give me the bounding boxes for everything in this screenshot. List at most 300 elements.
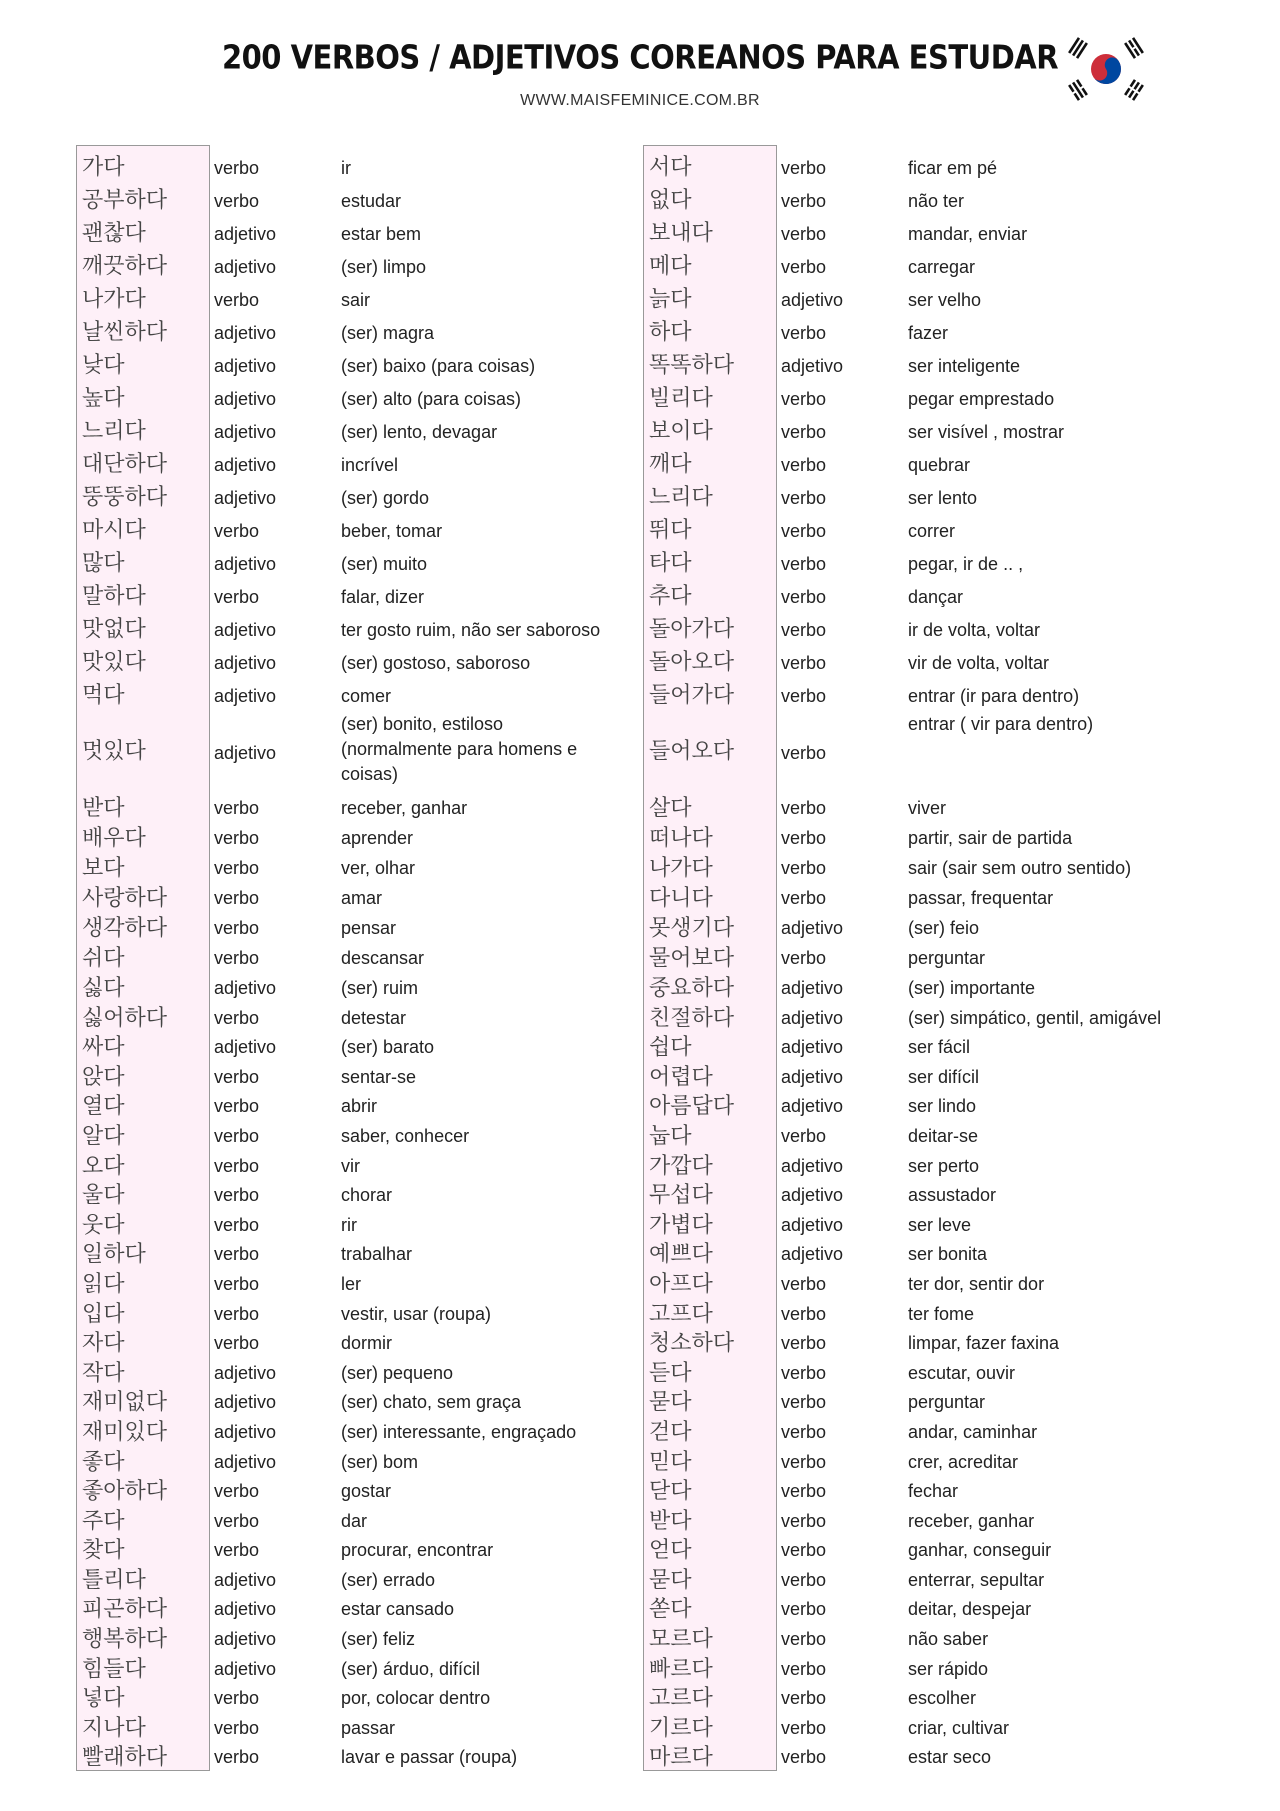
word-type: verbo: [781, 1540, 827, 1561]
word-type: verbo: [214, 948, 260, 968]
word-type: adjetivo: [214, 1658, 277, 1679]
vocab-row: [76, 244, 636, 277]
word-type: verbo: [214, 858, 260, 878]
vocab-row: [643, 1116, 1203, 1149]
portuguese-translation: ser visível , mostrar: [908, 422, 1065, 442]
word-type: verbo: [214, 798, 260, 818]
word-type: verbo: [781, 1510, 827, 1531]
word-type: verbo: [214, 158, 260, 178]
vocab-row: [643, 1471, 1203, 1505]
portuguese-translation: detestar: [341, 1007, 407, 1028]
vocab-row: [76, 1294, 636, 1327]
word-type: verbo: [781, 323, 827, 343]
vocab-row: [643, 878, 1203, 911]
vocab-row: [643, 1086, 1203, 1120]
portuguese-translation: sair (sair sem outro sentido): [908, 858, 1132, 878]
korean-word: 작다: [82, 1360, 125, 1386]
vocab-row: [76, 1619, 636, 1653]
portuguese-translation: deitar, despejar: [908, 1599, 1032, 1620]
portuguese-translation: fazer: [908, 323, 949, 343]
vocab-row: [643, 1708, 1203, 1741]
portuguese-translation: incrível: [341, 455, 399, 475]
vocab-row: [76, 145, 636, 178]
vocab-row: [643, 1737, 1203, 1771]
vocab-row: [76, 1116, 636, 1149]
portuguese-translation: (ser) chato, sem graça: [341, 1392, 522, 1413]
word-type: verbo: [781, 1421, 827, 1442]
vocab-row: [643, 1146, 1203, 1179]
word-type: adjetivo: [781, 290, 844, 310]
korean-word: 높다: [82, 386, 125, 411]
vocab-row: [643, 1619, 1203, 1653]
korean-word: 타다: [649, 551, 692, 576]
vocab-row: [643, 1264, 1203, 1297]
word-type: adjetivo: [214, 422, 277, 442]
word-type: verbo: [781, 1125, 827, 1146]
vocab-row: [76, 1353, 636, 1386]
vocab-row: [76, 908, 636, 941]
portuguese-translation: perguntar: [908, 1392, 986, 1413]
korean-word: 돌아오다: [649, 650, 735, 675]
word-type: adjetivo: [214, 257, 277, 277]
portuguese-translation: mandar, enviar: [908, 224, 1028, 244]
portuguese-translation: ser rápido: [908, 1658, 989, 1679]
korean-word: 생각하다: [82, 916, 168, 941]
korean-word: 날씬하다: [82, 320, 168, 345]
korean-word: 싫다: [82, 976, 125, 1001]
korean-word: 낮다: [82, 353, 125, 378]
vocab-row: [643, 211, 1203, 244]
portuguese-translation: pensar: [341, 918, 397, 938]
korean-word: 입다: [82, 1301, 125, 1327]
vocab-row: [76, 1057, 636, 1090]
vocab-row: [643, 938, 1203, 971]
vocab-row: [76, 310, 636, 343]
korean-word: 빌리다: [649, 386, 713, 411]
portuguese-translation: (ser) magra: [341, 323, 435, 343]
word-type: verbo: [214, 1688, 260, 1709]
korean-word: 울다: [82, 1183, 125, 1209]
korean-word: 살다: [649, 796, 692, 821]
korean-word: 눕다: [649, 1123, 692, 1149]
korean-word: 듣다: [649, 1360, 692, 1386]
korean-word: 예쁘다: [649, 1242, 713, 1268]
word-type: verbo: [214, 1185, 260, 1206]
portuguese-translation: procurar, encontrar: [341, 1540, 494, 1561]
korean-word: 느리다: [649, 485, 713, 510]
portuguese-translation: rir: [341, 1214, 357, 1235]
korean-word: 느리다: [82, 419, 146, 444]
korean-word: 재미없다: [82, 1390, 168, 1416]
portuguese-translation: receber, ganhar: [341, 798, 468, 818]
portuguese-translation: andar, caminhar: [908, 1421, 1038, 1442]
word-type: verbo: [214, 1303, 260, 1324]
vocab-row: [643, 1589, 1203, 1623]
word-type: adjetivo: [214, 1362, 277, 1383]
korean-word: 빨래하다: [82, 1745, 168, 1771]
vocab-row: [76, 1146, 636, 1179]
korean-word: 깨다: [649, 452, 692, 477]
korean-word: 돌아가다: [649, 617, 735, 642]
vocab-row: [643, 848, 1203, 881]
korean-word: 모르다: [649, 1627, 713, 1653]
vocab-row: [643, 442, 1203, 475]
word-type: verbo: [781, 620, 827, 640]
portuguese-translation: ir: [341, 158, 351, 178]
korean-word: 떠나다: [649, 826, 713, 851]
word-type: verbo: [781, 1629, 827, 1650]
vocab-row: [76, 1708, 636, 1741]
word-type: verbo: [781, 191, 827, 211]
portuguese-translation: (ser) interessante, engraçado: [341, 1421, 577, 1442]
korean-word: 어렵다: [649, 1064, 713, 1090]
word-type: adjetivo: [214, 1451, 277, 1472]
korean-word: 찾다: [82, 1538, 125, 1564]
korean-word: 물어보다: [649, 946, 735, 971]
vocab-row: [643, 244, 1203, 277]
word-type: adjetivo: [781, 1007, 844, 1028]
word-type: adjetivo: [214, 455, 277, 475]
word-type: verbo: [781, 798, 827, 818]
portuguese-translation: (ser) gordo: [341, 488, 430, 508]
portuguese-translation: (ser) barato: [341, 1037, 435, 1058]
word-type: verbo: [781, 1333, 827, 1354]
website-url: WWW.MAISFEMINICE.COM.BR: [520, 92, 760, 109]
word-type: verbo: [781, 455, 827, 475]
word-type: adjetivo: [781, 1155, 844, 1176]
vocab-row: [643, 574, 1203, 607]
korean-word: 닫다: [649, 1479, 692, 1505]
portuguese-translation: carregar: [908, 257, 976, 277]
vocab-row: [76, 1412, 636, 1445]
korean-word: 뚱뚱하다: [82, 485, 168, 510]
portuguese-translation: (ser) alto (para coisas): [341, 389, 522, 409]
portuguese-translation: ler: [341, 1273, 362, 1294]
portuguese-translation: ir de volta, voltar: [908, 620, 1041, 640]
portuguese-translation: (ser) pequeno: [341, 1362, 454, 1383]
vocab-row: [76, 1649, 636, 1682]
korean-word: 마르다: [649, 1745, 713, 1771]
word-type: verbo: [781, 587, 827, 607]
vocab-row: [643, 818, 1203, 851]
portuguese-translation: não ter: [908, 191, 965, 211]
korean-word: 넣다: [82, 1686, 125, 1712]
word-type: verbo: [214, 1747, 260, 1768]
vocab-row: [643, 1294, 1203, 1327]
vocab-row: [76, 277, 636, 310]
korean-word: 맛있다: [82, 650, 146, 675]
word-type: verbo: [781, 1747, 827, 1768]
word-type: adjetivo: [214, 1569, 277, 1590]
word-type: adjetivo: [214, 1629, 277, 1650]
korean-word: 서다: [649, 155, 692, 180]
vocab-row: [643, 1323, 1203, 1357]
portuguese-translation: estar cansado: [341, 1599, 455, 1620]
portuguese-translation: perguntar: [908, 948, 986, 968]
word-type: verbo: [214, 1273, 260, 1294]
vocab-row: [643, 1175, 1203, 1209]
portuguese-translation: sair: [341, 290, 371, 310]
vocab-row: [76, 409, 636, 442]
portuguese-translation: (ser) simpático, gentil, amigável: [908, 1007, 1162, 1028]
korean-word: 들어가다: [649, 683, 735, 708]
korean-word: 청소하다: [649, 1331, 735, 1357]
vocab-row: [76, 442, 636, 475]
korean-word: 묻다: [649, 1567, 692, 1593]
korean-word: 싫어하다: [82, 1005, 168, 1031]
portuguese-translation: entrar (ir para dentro): [908, 686, 1080, 706]
portuguese-translation: receber, ganhar: [908, 1510, 1035, 1531]
korean-word: 열다: [82, 1094, 125, 1120]
korean-word: 보내다: [649, 221, 713, 246]
word-type: verbo: [214, 1155, 260, 1176]
vocab-row: [643, 145, 1203, 178]
korean-word: 무섭다: [649, 1183, 713, 1209]
word-type: verbo: [781, 224, 827, 244]
word-type: verbo: [781, 948, 827, 968]
word-type: adjetivo: [214, 323, 277, 343]
korean-word: 가깝다: [649, 1153, 713, 1179]
korean-word: 대단하다: [82, 452, 168, 477]
korean-word: 뛰다: [649, 518, 692, 543]
portuguese-translation: estudar: [341, 191, 402, 211]
vocab-row: [643, 343, 1203, 376]
korean-word: 웃다: [82, 1212, 125, 1238]
vocab-row: [643, 998, 1203, 1031]
word-type: verbo: [214, 191, 260, 211]
korean-word: 공부하다: [82, 188, 168, 213]
korean-word: 아프다: [649, 1271, 713, 1297]
korean-word: 없다: [649, 188, 692, 213]
word-type: verbo: [781, 257, 827, 277]
word-type: verbo: [781, 686, 827, 706]
korean-word: 받다: [82, 796, 125, 821]
portuguese-translation: não saber: [908, 1629, 989, 1650]
vocab-row: [76, 998, 636, 1031]
portuguese-translation: por, colocar dentro: [341, 1688, 491, 1709]
portuguese-translation: lavar e passar (roupa): [341, 1747, 518, 1768]
vocab-row: [643, 607, 1203, 640]
korean-word: 받다: [649, 1508, 692, 1534]
vocab-row: [76, 968, 636, 1001]
vocab-row: [643, 1412, 1203, 1445]
vocab-row: [76, 1027, 636, 1061]
korean-word: 늙다: [649, 287, 692, 312]
word-type: verbo: [781, 1658, 827, 1679]
portuguese-translation: ser perto: [908, 1155, 980, 1176]
vocab-row: [76, 848, 636, 881]
portuguese-translation: escutar, ouvir: [908, 1362, 1016, 1383]
portuguese-translation: entrar ( vir para dentro): [908, 714, 1094, 734]
korean-word: 깨끗하다: [82, 254, 168, 279]
vocab-row: [643, 277, 1203, 310]
word-type: verbo: [781, 888, 827, 908]
portuguese-translation: limpar, fazer faxina: [908, 1333, 1060, 1354]
korean-word: 먹다: [82, 683, 125, 708]
portuguese-translation: viver: [908, 798, 947, 818]
vocab-row: [76, 640, 636, 673]
word-type: verbo: [781, 1688, 827, 1709]
vocab-row: [76, 211, 636, 244]
vocab-row: [76, 818, 636, 851]
vocab-row: [76, 706, 636, 788]
portuguese-translation: pegar, ir de .. ,: [908, 554, 1024, 574]
portuguese-translation: enterrar, sepultar: [908, 1569, 1045, 1590]
korean-word: 배우다: [82, 826, 146, 851]
portuguese-translation: gostar: [341, 1481, 392, 1502]
word-type: verbo: [781, 1717, 827, 1738]
korean-word: 사랑하다: [82, 886, 168, 911]
south-korea-flag-icon: [1062, 36, 1150, 102]
word-type: verbo: [214, 918, 260, 938]
word-type: verbo: [781, 158, 827, 178]
word-type: adjetivo: [781, 1037, 844, 1058]
word-type: verbo: [781, 521, 827, 541]
portuguese-translation: quebrar: [908, 455, 971, 475]
korean-word: 맛없다: [82, 617, 146, 642]
vocab-row: [643, 1234, 1203, 1268]
portuguese-translation: (ser) bonito, estiloso (normalmente para homens e coisas): [341, 714, 578, 784]
word-type: verbo: [781, 389, 827, 409]
korean-word: 읽다: [82, 1271, 125, 1297]
vocab-row: [643, 1057, 1203, 1090]
vocab-row: [76, 1678, 636, 1712]
word-type: verbo: [214, 1540, 260, 1561]
korean-word: 행복하다: [82, 1627, 168, 1653]
word-type: verbo: [214, 1333, 260, 1354]
korean-word: 보이다: [649, 419, 713, 444]
word-type: verbo: [781, 554, 827, 574]
korean-word: 멋있다: [82, 739, 146, 764]
word-type: adjetivo: [781, 918, 844, 938]
korean-word: 말하다: [82, 584, 146, 609]
korean-word: 나가다: [82, 287, 146, 312]
vocab-row: [76, 1086, 636, 1120]
word-type: verbo: [214, 1717, 260, 1738]
korean-word: 믿다: [649, 1449, 692, 1475]
vocab-row: [76, 1234, 636, 1268]
korean-word: 묻다: [649, 1390, 692, 1416]
portuguese-translation: ganhar, conseguir: [908, 1540, 1052, 1561]
portuguese-translation: vir de volta, voltar: [908, 653, 1050, 673]
word-type: verbo: [214, 1066, 260, 1087]
vocab-row: [643, 1530, 1203, 1564]
portuguese-translation: ser bonita: [908, 1244, 988, 1265]
portuguese-translation: ter gosto ruim, não ser saboroso: [341, 620, 601, 640]
portuguese-translation: ver, olhar: [341, 858, 416, 878]
vocab-row: [76, 1530, 636, 1564]
vocab-row: [643, 1353, 1203, 1386]
vocab-row: [643, 475, 1203, 508]
korean-word: 지나다: [82, 1715, 146, 1741]
word-type: adjetivo: [214, 1599, 277, 1620]
vocab-row: [76, 1264, 636, 1297]
korean-word: 오다: [82, 1153, 125, 1179]
word-type: verbo: [214, 290, 260, 310]
portuguese-translation: crer, acreditar: [908, 1451, 1019, 1472]
vocab-row: [76, 1442, 636, 1475]
portuguese-translation: pegar emprestado: [908, 389, 1055, 409]
portuguese-translation: ser velho: [908, 290, 982, 310]
left-vocab-list: [76, 145, 636, 1771]
portuguese-translation: abrir: [341, 1096, 378, 1117]
word-type: adjetivo: [781, 978, 844, 998]
vocab-row: [643, 673, 1203, 706]
portuguese-translation: fechar: [908, 1481, 959, 1502]
word-type: adjetivo: [781, 1244, 844, 1265]
portuguese-translation: dançar: [908, 587, 964, 607]
portuguese-translation: (ser) muito: [341, 554, 428, 574]
portuguese-translation: chorar: [341, 1185, 393, 1206]
word-type: verbo: [214, 1481, 260, 1502]
vocab-row: [643, 1205, 1203, 1238]
word-type: verbo: [214, 1214, 260, 1235]
vocab-row: [76, 1175, 636, 1209]
word-type: adjetivo: [214, 1392, 277, 1413]
vocab-row: [643, 1560, 1203, 1593]
korean-word: 마시다: [82, 518, 146, 543]
word-type: verbo: [214, 888, 260, 908]
vocab-row: [643, 706, 1203, 788]
korean-word: 고프다: [649, 1301, 713, 1327]
korean-word: 빠르다: [649, 1656, 713, 1682]
portuguese-translation: passar, frequentar: [908, 888, 1054, 908]
portuguese-translation: falar, dizer: [341, 587, 425, 607]
portuguese-translation: dar: [341, 1510, 368, 1531]
portuguese-translation: assustador: [908, 1185, 997, 1206]
vocab-row: [76, 541, 636, 574]
portuguese-translation: ser lento: [908, 488, 978, 508]
portuguese-translation: (ser) lento, devagar: [341, 422, 498, 442]
word-type: adjetivo: [781, 1096, 844, 1117]
vocab-row: [643, 508, 1203, 541]
word-type: verbo: [214, 1125, 260, 1146]
vocab-row: [643, 1649, 1203, 1682]
korean-word: 추다: [649, 584, 692, 609]
portuguese-translation: correr: [908, 521, 956, 541]
vocab-row: [643, 1027, 1203, 1061]
word-type: adjetivo: [214, 653, 277, 673]
korean-word: 자다: [82, 1331, 125, 1357]
word-type: adjetivo: [214, 1037, 277, 1058]
vocab-row: [76, 1382, 636, 1416]
korean-word: 괜찮다: [82, 221, 146, 246]
korean-word: 좋다: [82, 1449, 125, 1475]
korean-word: 못생기다: [649, 916, 735, 941]
korean-word: 들어오다: [649, 739, 735, 764]
word-type: verbo: [781, 653, 827, 673]
korean-word: 피곤하다: [82, 1597, 168, 1623]
word-type: adjetivo: [214, 978, 277, 998]
vocab-row: [76, 475, 636, 508]
portuguese-translation: (ser) árduo, difícil: [341, 1658, 481, 1679]
word-type: adjetivo: [214, 686, 277, 706]
portuguese-translation: (ser) baixo (para coisas): [341, 356, 536, 376]
word-type: verbo: [781, 1392, 827, 1413]
korean-word: 좋아하다: [82, 1479, 168, 1505]
korean-word: 보다: [82, 856, 125, 881]
portuguese-translation: escolher: [908, 1688, 977, 1709]
vocab-row: [76, 1589, 636, 1623]
portuguese-translation: descansar: [341, 948, 425, 968]
portuguese-translation: ser difícil: [908, 1066, 980, 1087]
word-type: verbo: [214, 1007, 260, 1028]
korean-word: 가볍다: [649, 1212, 713, 1238]
portuguese-translation: (ser) errado: [341, 1569, 436, 1590]
korean-word: 주다: [82, 1508, 125, 1534]
word-type: verbo: [214, 1510, 260, 1531]
word-type: verbo: [781, 1569, 827, 1590]
